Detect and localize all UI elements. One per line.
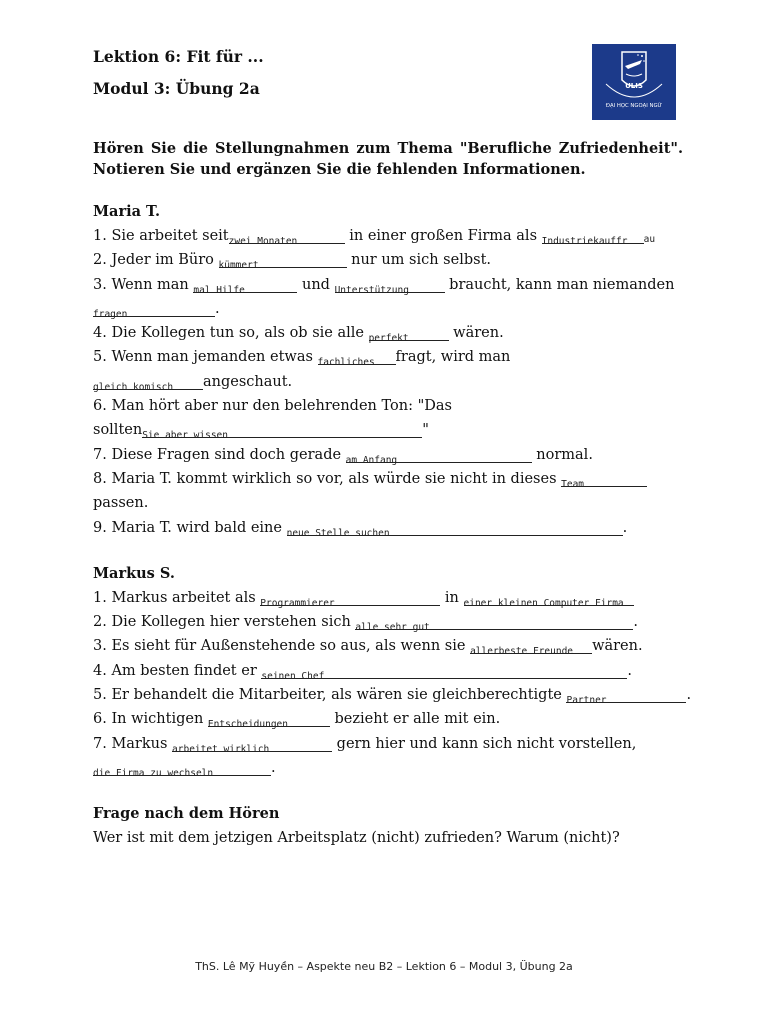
- answer: mal Hilfe: [193, 284, 245, 296]
- section-heading-markus: Markus S.: [93, 564, 175, 582]
- module-title: Modul 3: Übung 2a: [93, 79, 260, 98]
- answer: Team: [561, 478, 585, 490]
- answer: gleich komisch: [93, 381, 174, 393]
- markus-line-4: 4. Am besten findet er seinen Chef .: [93, 662, 632, 682]
- worksheet: [93, 44, 692, 851]
- markus-line-7: 7. Markus arbeitet wirklich gern hier und kann sich nicht vorstellen,: [93, 735, 637, 755]
- maria-line-3: 3. Wenn man mal Hilfe und Unterstützung braucht, kann man niemanden: [93, 276, 675, 296]
- maria-line-8: 8. Maria T. kommt wirklich so vor, als würde sie nicht in dieses Team: [93, 467, 683, 491]
- section-heading-maria: Maria T.: [93, 203, 161, 220]
- maria-line-8b: passen.: [93, 495, 149, 512]
- maria-line-5b: gleich komisch angeschaut.: [93, 373, 293, 393]
- answer: Programmierer: [260, 597, 335, 609]
- markus-line-7b: die Firma zu wechseln .: [93, 759, 276, 779]
- section-heading-after: Frage nach dem Hören: [93, 805, 280, 823]
- answer: einer kleinen Computer Firma: [463, 597, 624, 609]
- answer: Partner: [566, 695, 607, 707]
- answer: seinen Chef: [261, 670, 325, 682]
- after-question: Wer ist mit dem jetzigen Arbeitsplatz (nicht) zufrieden? Warum (nicht)?: [93, 830, 620, 847]
- markus-line-6: 6. In wichtigen Entscheidungen bezieht er alle mit ein.: [93, 711, 501, 731]
- svg-text:ULIS: ULIS: [625, 82, 643, 90]
- answer: Unterstützung: [334, 284, 409, 296]
- maria-line-9: 9. Maria T. wird bald eine neue Stelle suchen .: [93, 519, 628, 539]
- lesson-title: Lektion 6: Fit für ...: [93, 47, 264, 66]
- answer: Entscheidungen: [207, 719, 288, 731]
- answer: die Firma zu wechseln: [93, 767, 214, 779]
- maria-line-6: 6. Man hört aber nur den belehrenden Ton: "Das: [93, 398, 452, 415]
- maria-line-4: 4. Die Kollegen tun so, als ob sie alle perfekt wären.: [93, 325, 504, 345]
- svg-text:ĐẠI HỌC NGOẠI NGỮ: ĐẠI HỌC NGOẠI NGỮ: [605, 103, 663, 109]
- answer: Industriekauffr: [541, 236, 628, 247]
- answer: perfekt: [368, 333, 409, 345]
- answer: Sie aber wissen: [142, 430, 228, 442]
- markus-line-2: 2. Die Kollegen hier verstehen sich alle sehr gut .: [93, 614, 639, 634]
- answer: allerbeste Freunde: [470, 646, 574, 658]
- answer: fachliches: [317, 357, 375, 369]
- maria-line-2: 2. Jeder im Büro kümmert nur um sich selbst.: [93, 252, 492, 272]
- markus-line-3: 3. Es sieht für Außenstehende so aus, als wenn sie allerbeste Freunde wären.: [93, 638, 643, 658]
- maria-line-3b: fragen .: [93, 300, 220, 320]
- answer: arbeitet wirklich: [172, 743, 270, 755]
- instruction: Hören Sie die Stellungnahmen zum Thema "Berufliche Zufriedenheit". Notieren Sie und ergänzen Sie die fehlenden Informationen.: [93, 140, 683, 178]
- answer: neue Stelle suchen: [286, 527, 390, 539]
- maria-line-7: 7. Diese Fragen sind doch gerade am Anfang normal.: [93, 446, 593, 466]
- maria-line-1: 1. Sie arbeitet seitzwei Monaten in einer großen Firma als Industriekauffr au: [93, 228, 656, 247]
- answer: alle sehr gut: [355, 622, 430, 634]
- answer: am Anfang: [345, 454, 398, 466]
- maria-line-5: 5. Wenn man jemanden etwas fachliches fragt, wird man: [93, 349, 511, 369]
- footer: ThS. Lê Mỹ Huyền – Aspekte neu B2 – Lektion 6 – Modul 3, Übung 2a: [195, 960, 573, 973]
- answer: kümmert: [218, 260, 259, 272]
- answer: zwei Monaten: [228, 236, 298, 247]
- answer: fragen: [93, 308, 128, 320]
- markus-line-1: 1. Markus arbeitet als Programmierer in einer kleinen Computer Firma: [93, 586, 683, 610]
- maria-line-6b: solltenSie aber wissen ": [93, 422, 429, 442]
- markus-line-5: 5. Er behandelt die Mitarbeiter, als wären sie gleichberechtigte Partner .: [93, 687, 692, 707]
